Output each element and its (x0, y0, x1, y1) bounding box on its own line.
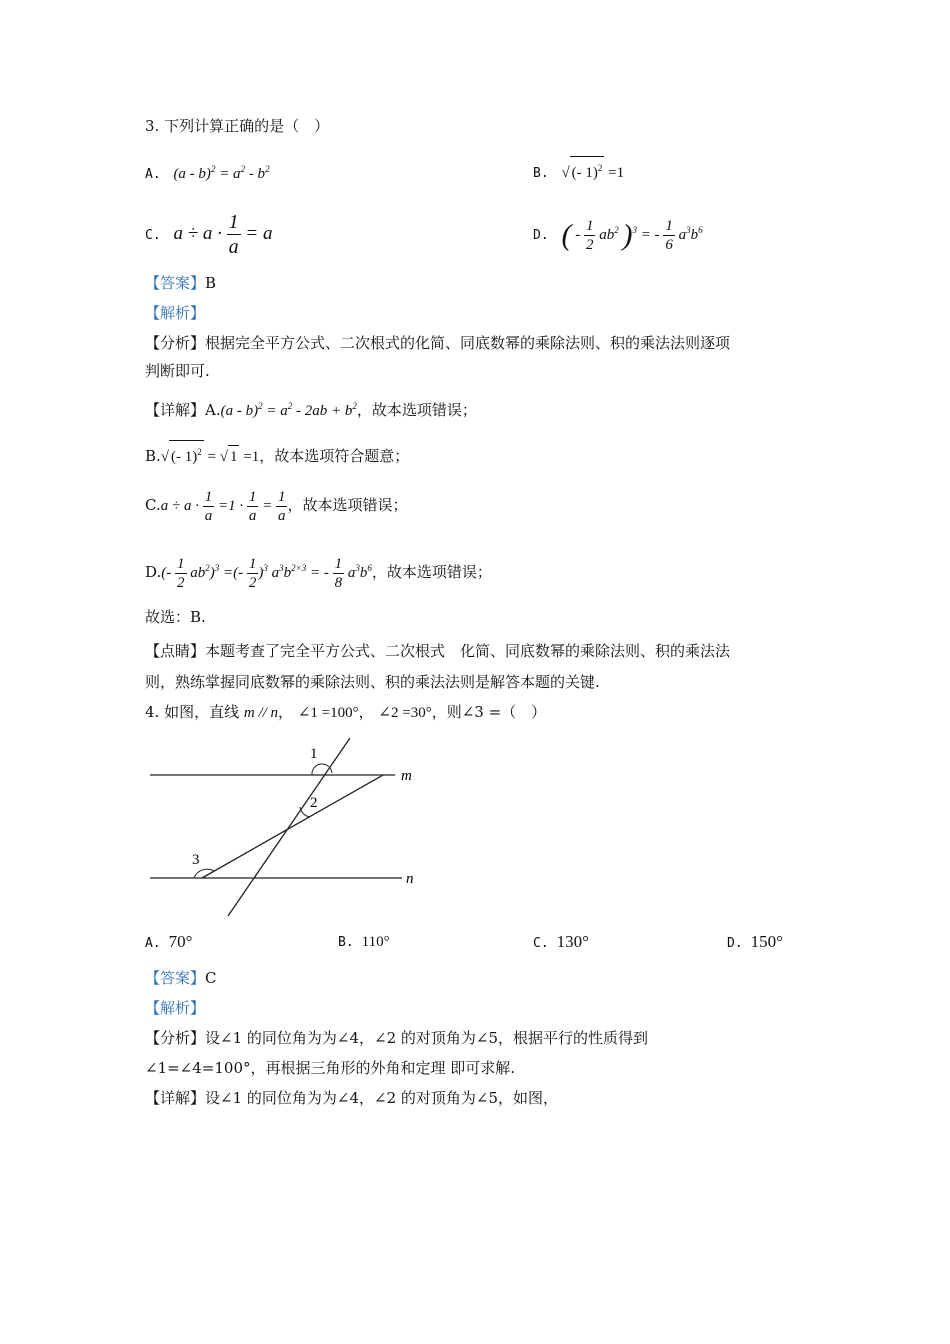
detail-b-formula: √ (- 1)$^2$ = √ 1 =1 (161, 449, 259, 465)
choice-d-label: D. (727, 936, 743, 951)
q3-detail-c (145, 488, 407, 525)
detail-d-prefix: D. (145, 563, 162, 581)
q4-choice-a (145, 932, 192, 952)
q3-option-b (533, 156, 624, 185)
detail-a-prefix: A. (205, 401, 221, 419)
q4-stem (145, 701, 546, 724)
option-d-label: D. (533, 228, 549, 243)
choice-d-value: 150° (750, 932, 783, 951)
q3-detail-a (145, 395, 477, 422)
q4-stem-end: ，则∠3 =（ ） (431, 703, 547, 721)
q4-xiangjie-tag: 【详解】 (145, 1089, 206, 1107)
dianjing-text: 本题考查了完全平方公式、二次根式 化简、同底数幂的乘除法则、积的乘法法 (205, 642, 731, 660)
option-b-label: B. (533, 166, 549, 181)
q3-conclusion: 故选：B. (145, 608, 206, 626)
detail-a-formula: $(a - b)^2 = a^2 - 2ab + b^2$ (220, 401, 357, 419)
xiangjie-tag: 【详解】 (145, 401, 206, 419)
q4-xiangjie-text: 设∠1 的同位角为为∠4，∠2 的对顶角为∠5，如图， (205, 1089, 559, 1107)
q3-analysis-tag: 【解析】 (145, 304, 206, 322)
detail-b-prefix: B. (145, 447, 161, 465)
q4-analysis-tag: 【解析】 (145, 999, 206, 1017)
q3-answer (145, 272, 216, 294)
option-c-formula: a ÷ a · $\frac{1}{a}$ = a (173, 211, 273, 258)
label-1: 1 (310, 746, 318, 762)
q4-parallel-expr: m // n (243, 705, 279, 721)
detail-c-formula: a ÷ a · $\frac{1}{a}$ =1 · $\frac{1}{a}$ = $\frac{1}{a}$ (160, 489, 286, 525)
option-c-label: C. (145, 227, 161, 243)
q4-fenxi-line-1 (145, 1027, 648, 1049)
q4-answer (145, 967, 217, 989)
detail-d-formula: (- $\frac{1}{2}$ $ab^2)^3$ =(- $\frac{1}{2}$ )$^3$ $a^3b^{2\times 3}$ = - $\frac{1}{8}$ $a^3b^6$ (161, 556, 372, 592)
fenxi-text: 根据完全平方公式、二次根式的化简、同底数幂的乘除法则、积的乘法法则逐项 (205, 334, 731, 352)
label-n: n (406, 871, 414, 887)
q3-option-c (145, 210, 272, 259)
q3-fenxi-line-2: 判断即可. (145, 362, 210, 380)
choice-a-label: A. (145, 936, 161, 951)
q4-choice-b (338, 932, 390, 951)
q3-detail-d (145, 550, 492, 592)
q4-diagram (140, 730, 430, 920)
label-2: 2 (310, 795, 318, 811)
option-b-formula: √ (- 1)$^2$ =1 (561, 165, 624, 181)
q4-stem-mid-2: ， (358, 703, 374, 721)
detail-c-prefix: C. (145, 496, 161, 514)
detail-b-suffix: ，故本选项符合题意； (259, 447, 410, 465)
q3-dianjing-line-1 (145, 640, 730, 662)
q3-stem: 3. 下列计算正确的是（ ） (145, 117, 330, 135)
transversal-1 (228, 738, 350, 916)
q4-stem-mid: ， (278, 703, 294, 721)
q3-dianjing-line-2: 则，熟练掌握同底数幂的乘除法则、积的乘法法则是解答本题的关键. (145, 673, 600, 691)
q4-choice-c (533, 932, 589, 952)
choice-c-value: 130° (556, 932, 589, 951)
dianjing-tag: 【点睛】 (145, 642, 206, 660)
q4-fenxi-line-2: ∠1=∠4=100°，再根据三角形的外角和定理 即可求解. (145, 1059, 516, 1077)
q3-detail-b (145, 440, 409, 468)
option-a-label: A. (145, 167, 161, 182)
q4-stem-prefix: 4. 如图，直线 (145, 703, 240, 721)
choice-b-value: 110° (361, 934, 390, 950)
detail-c-suffix: ，故本选项错误； (287, 496, 408, 514)
q4-angle2-expr: ∠2 =30° (378, 705, 432, 721)
q4-fenxi-tag: 【分析】 (145, 1029, 206, 1047)
q4-answer-tag: 【答案】 (145, 969, 206, 987)
q3-fenxi-line-1 (145, 332, 730, 354)
fenxi-tag: 【分析】 (145, 334, 206, 352)
option-d-formula: ( - $\frac{1}{2}$ $ab^2$ )$^3$ = - $\frac{1}{6}$ $a^3b^6$ (561, 218, 703, 254)
answer-value: B (205, 274, 217, 292)
q4-answer-value: C (205, 969, 217, 987)
q4-xiangjie-line (145, 1087, 558, 1109)
choice-a-value: 70° (168, 932, 193, 951)
option-a-formula: $(a - b)^2 = a^2 - b^2$ (173, 164, 270, 182)
detail-d-suffix: ，故本选项错误； (371, 563, 492, 581)
transversal-2 (202, 775, 383, 878)
choice-c-label: C. (533, 936, 549, 951)
detail-a-suffix: ，故本选项错误； (356, 401, 477, 419)
q4-angle1-expr: ∠1 =100° (297, 705, 359, 721)
q4-fenxi-text: 设∠1 的同位角为为∠4，∠2 的对顶角为∠5，根据平行的性质得到 (205, 1029, 649, 1047)
label-m: m (401, 768, 412, 784)
answer-tag: 【答案】 (145, 274, 206, 292)
q3-option-a (145, 158, 270, 186)
q4-choice-d (727, 932, 783, 952)
choice-b-label: B. (338, 935, 354, 950)
label-3: 3 (192, 852, 200, 868)
q3-option-d (533, 210, 703, 256)
